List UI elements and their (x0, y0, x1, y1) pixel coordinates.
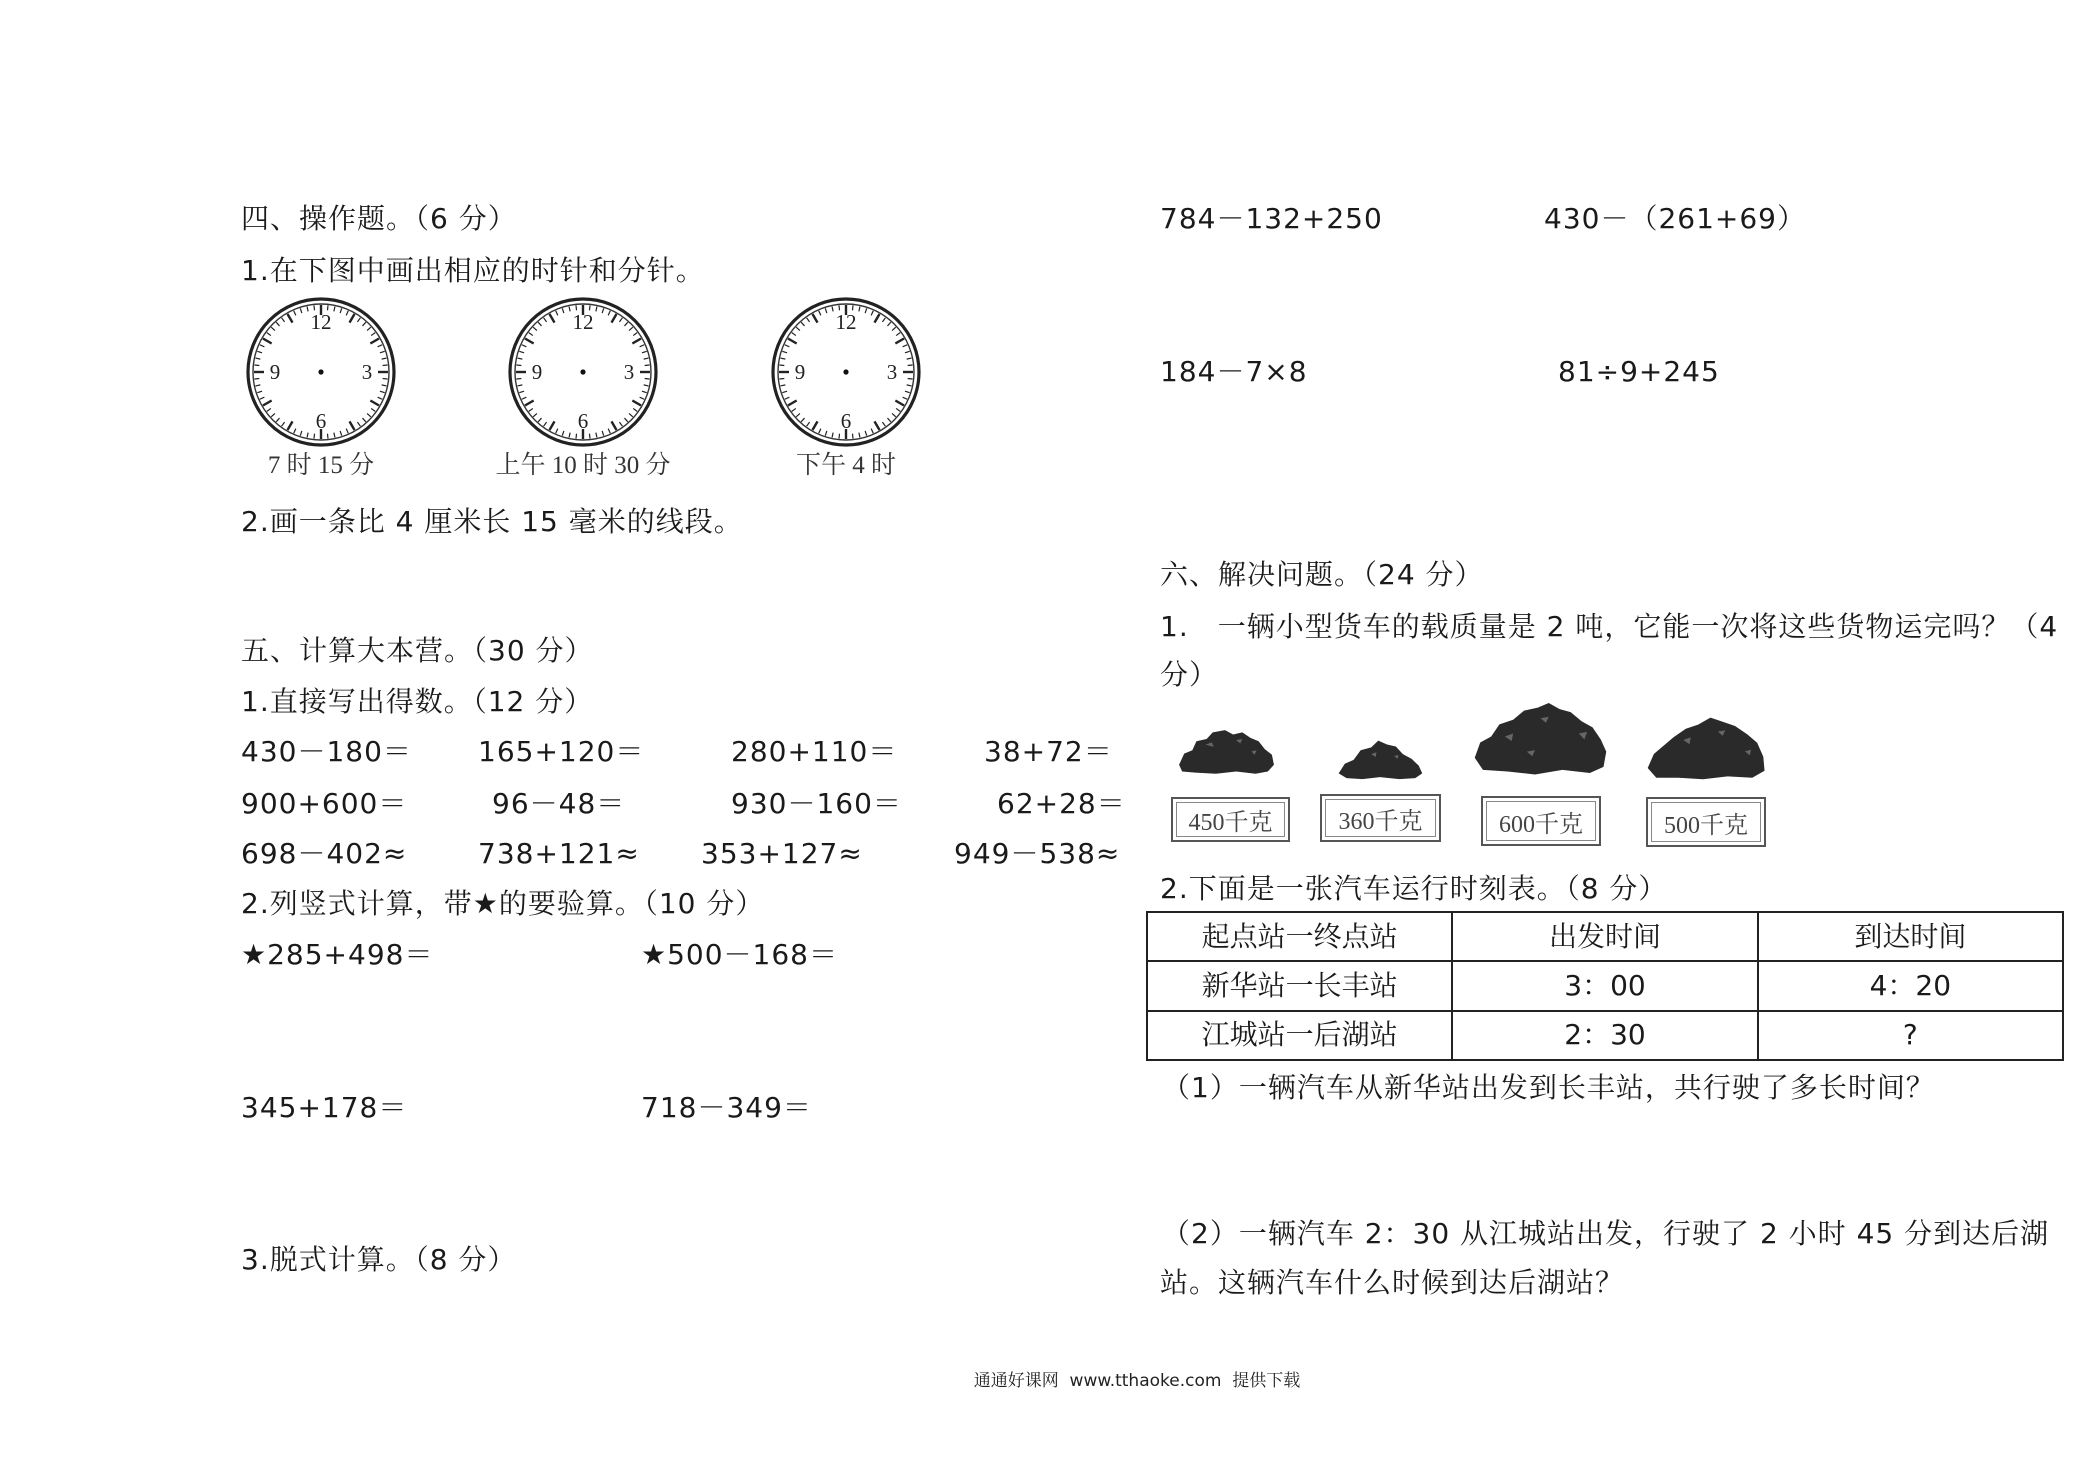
section6-question-1-line1: 1. 一辆小型货车的载质量是 2 吨，它能一次将这些货物运完吗？（4 (1160, 610, 2059, 643)
clock-minute-tick (644, 385, 649, 386)
clock-face-icon[interactable] (241, 292, 401, 452)
vertical-calc-item: ★285+498＝ (241, 938, 434, 971)
clock-hour-tick (632, 401, 641, 406)
clock-label-2: 上午 10 时 30 分 (495, 452, 671, 479)
table-header-cell: 到达时间 (1758, 912, 2063, 961)
clock-minute-tick (307, 306, 308, 311)
table-cell: 江城站一后湖站 (1147, 1011, 1452, 1060)
clock-minute-tick (896, 333, 900, 336)
clock-minute-tick (825, 431, 827, 436)
clock-minute-tick (340, 308, 342, 313)
clock-minute-tick (382, 358, 387, 359)
clock-center-dot (843, 369, 848, 374)
clock-minute-tick (859, 433, 860, 438)
clock-minute-tick (257, 391, 262, 393)
clock-minute-tick (792, 333, 796, 336)
clock-center-dot (580, 369, 585, 374)
clock-minute-tick (640, 397, 645, 399)
clock-minute-tick (529, 408, 533, 411)
table-header-cell: 出发时间 (1452, 912, 1757, 961)
clock-minute-tick (608, 429, 610, 434)
clock-minute-tick (608, 311, 610, 316)
stepwise-calc-title: 3.脱式计算。（8 分） (241, 1243, 517, 1276)
clock-minute-tick (362, 418, 365, 422)
clock-face-icon[interactable] (766, 292, 926, 452)
section4-question-2: 2.画一条比 4 厘米长 15 毫米的线段。 (241, 505, 743, 538)
clock-hour-tick (288, 421, 293, 430)
clock-label-3: 下午 4 时 (795, 452, 896, 479)
cargo-pile-icon (1336, 733, 1424, 781)
vertical-calc-item: ★500－168＝ (641, 938, 838, 971)
clock-hour-tick (813, 421, 818, 430)
clock-center-dot (318, 369, 323, 374)
stepwise-calc-item: 81÷9+245 (1558, 355, 1720, 388)
clock-minute-tick (267, 333, 271, 336)
clock-minute-tick (807, 318, 810, 322)
direct-calc-item: 900+600＝ (241, 787, 408, 820)
table-cell: 3：00 (1452, 961, 1757, 1010)
clock-minute-tick (327, 434, 328, 439)
bus-timetable (1146, 911, 2064, 1061)
clock-minute-tick (576, 434, 577, 439)
direct-calc-item: 430－180＝ (241, 735, 412, 768)
clock-minute-tick (383, 365, 388, 366)
clock-minute-tick (378, 397, 383, 399)
clock-minute-tick (792, 408, 796, 411)
clock-minute-tick (907, 358, 912, 359)
clock-minute-tick (516, 378, 521, 379)
clock-hour-tick (370, 339, 379, 344)
clock-numeral-9: 9 (794, 360, 806, 384)
clock-minute-tick (908, 365, 913, 366)
clock-hour-tick (895, 339, 904, 344)
cargo-weight-label: 450千克 (1171, 797, 1290, 842)
clock-minute-tick (785, 345, 790, 347)
clock-minute-tick (346, 429, 348, 434)
clock-minute-tick (362, 322, 365, 326)
clock-minute-tick (562, 431, 564, 436)
clock-minute-tick (517, 358, 522, 359)
clock-minute-tick (271, 413, 275, 416)
clock-minute-tick (801, 322, 804, 326)
table-header-row (1147, 912, 2063, 961)
clock-minute-tick (839, 434, 840, 439)
clock-minute-tick (645, 365, 650, 366)
clock-minute-tick (596, 306, 597, 311)
clock-minute-tick (367, 413, 371, 416)
clock-minute-tick (556, 429, 558, 434)
clock-minute-tick (907, 385, 912, 386)
clock-minute-tick (255, 385, 260, 386)
clock-minute-tick (300, 308, 302, 313)
clock-minute-tick (887, 418, 890, 422)
clock-hour-tick (525, 339, 534, 344)
clock-minute-tick (796, 413, 800, 416)
clock-minute-tick (340, 431, 342, 436)
clock-minute-tick (300, 431, 302, 436)
clock-minute-tick (832, 433, 833, 438)
clock-minute-tick (865, 308, 867, 313)
clock-hour-tick (875, 421, 880, 430)
clock-minute-tick (602, 431, 604, 436)
clock-minute-tick (832, 306, 833, 311)
clock-hour-tick (612, 314, 617, 323)
clock-minute-tick (903, 345, 908, 347)
clock-minute-tick (785, 397, 790, 399)
clock-minute-tick (645, 378, 650, 379)
clock-minute-tick (307, 433, 308, 438)
direct-calc-item: 698－402≈ (241, 837, 408, 870)
clock-minute-tick (562, 308, 564, 313)
clock-minute-tick (267, 408, 271, 411)
clock-minute-tick (644, 358, 649, 359)
clock-minute-tick (865, 431, 867, 436)
clock-numeral-6: 6 (577, 409, 589, 433)
section4-title: 四、操作题。（6 分） (241, 202, 517, 235)
clock-minute-tick (882, 318, 885, 322)
table-row (1147, 1011, 2063, 1060)
clock-minute-tick (334, 433, 335, 438)
stepwise-calc-item: 184－7×8 (1160, 355, 1308, 388)
clock-minute-tick (522, 397, 527, 399)
clock-label-1: 7 时 15 分 (267, 452, 375, 479)
clock-minute-tick (596, 433, 597, 438)
clock-minute-tick (314, 434, 315, 439)
clock-hour-tick (350, 314, 355, 323)
clock-minute-tick (905, 351, 910, 353)
clock-minute-tick (796, 327, 800, 330)
clock-minute-tick (357, 422, 360, 426)
clock-minute-tick (294, 311, 296, 316)
sub-question-2-line1: （2）一辆汽车 2：30 从江城站出发，行驶了 2 小时 45 分到达后湖 (1162, 1217, 2050, 1250)
clock-hour-tick (632, 339, 641, 344)
clock-numeral-12: 12 (310, 310, 332, 334)
clock-numeral-3: 3 (623, 360, 635, 384)
clock-minute-tick (633, 333, 637, 336)
clock-minute-tick (640, 345, 645, 347)
clock-hour-tick (263, 339, 272, 344)
clock-minute-tick (819, 311, 821, 316)
clock-minute-tick (357, 318, 360, 322)
clock-numeral-9: 9 (531, 360, 543, 384)
clock-numeral-3: 3 (361, 360, 373, 384)
clock-minute-tick (642, 351, 647, 353)
footer-credit: 通通好课网 www.tthaoke.com 提供下载 (973, 1371, 1301, 1391)
direct-calc-item: 62+28＝ (997, 787, 1126, 820)
clock-numeral-6: 6 (315, 409, 327, 433)
direct-calc-title: 1.直接写出得数。（12 分） (241, 685, 594, 718)
clock-hour-tick (350, 421, 355, 430)
clock-minute-tick (380, 391, 385, 393)
clock-hour-tick (788, 401, 797, 406)
clock-numeral-6: 6 (840, 409, 852, 433)
clock-numeral-9: 9 (269, 360, 281, 384)
direct-calc-item: 949－538≈ (954, 837, 1121, 870)
clock-hour-tick (370, 401, 379, 406)
clock-minute-tick (519, 391, 524, 393)
clock-hour-tick (788, 339, 797, 344)
direct-calc-item: 930－160＝ (731, 787, 902, 820)
clock-minute-tick (378, 345, 383, 347)
table-cell: ? (1758, 1011, 2063, 1060)
sub-question-1: （1）一辆汽车从新华站出发到长丰站，共行驶了多长时间？ (1162, 1071, 1935, 1104)
vertical-calc-item: 718－349＝ (641, 1091, 812, 1124)
clock-numeral-12: 12 (572, 310, 594, 334)
clock-minute-tick (533, 327, 537, 330)
clock-minute-tick (522, 345, 527, 347)
cargo-pile-icon (1644, 712, 1767, 782)
clock-minute-tick (871, 429, 873, 434)
clock-hour-tick (813, 314, 818, 323)
clock-minute-tick (282, 318, 285, 322)
section6-question-2: 2.下面是一张汽车运行时刻表。（8 分） (1160, 872, 1668, 905)
clock-minute-tick (371, 408, 375, 411)
cargo-pile-icon (1472, 700, 1609, 776)
clock-minute-tick (780, 385, 785, 386)
clock-minute-tick (819, 429, 821, 434)
clock-minute-tick (619, 318, 622, 322)
stepwise-calc-item: 784－132+250 (1160, 202, 1383, 235)
table-cell: 4：20 (1758, 961, 2063, 1010)
clock-minute-tick (538, 322, 541, 326)
clock-minute-tick (260, 397, 265, 399)
clock-minute-tick (780, 358, 785, 359)
cargo-pile-icon (1175, 720, 1277, 776)
clock-minute-tick (908, 378, 913, 379)
clock-minute-tick (825, 308, 827, 313)
clock-minute-tick (629, 413, 633, 416)
clock-minute-tick (367, 327, 371, 330)
clock-minute-tick (254, 365, 259, 366)
clock-minute-tick (255, 358, 260, 359)
clock-minute-tick (779, 378, 784, 379)
clock-minute-tick (533, 413, 537, 416)
clock-minute-tick (892, 327, 896, 330)
clock-minute-tick (569, 306, 570, 311)
clock-hour-tick (263, 401, 272, 406)
table-cell: 新华站一长丰站 (1147, 961, 1452, 1010)
clock-minute-tick (892, 413, 896, 416)
clock-minute-tick (544, 422, 547, 426)
clock-minute-tick (887, 322, 890, 326)
clock-minute-tick (346, 311, 348, 316)
direct-calc-item: 165+120＝ (478, 735, 645, 768)
clock-minute-tick (629, 327, 633, 330)
clock-minute-tick (544, 318, 547, 322)
stepwise-calc-item: 430－（261+69） (1544, 202, 1806, 235)
clock-minute-tick (380, 351, 385, 353)
clock-minute-tick (382, 385, 387, 386)
vertical-calc-title: 2.列竖式计算，带★的要验算。（10 分） (241, 887, 765, 920)
clock-minute-tick (807, 422, 810, 426)
section6-title: 六、解决问题。（24 分） (1160, 558, 1484, 591)
clock-face-icon[interactable] (503, 292, 663, 452)
cargo-weight-label: 500千克 (1646, 797, 1766, 847)
clock-minute-tick (782, 351, 787, 353)
clock-minute-tick (569, 433, 570, 438)
clock-minute-tick (624, 418, 627, 422)
clock-minute-tick (276, 322, 279, 326)
table-header-cell: 起点站一终点站 (1147, 912, 1452, 961)
clock-minute-tick (529, 333, 533, 336)
clock-minute-tick (859, 306, 860, 311)
direct-calc-item: 738+121≈ (478, 837, 640, 870)
clock-minute-tick (516, 365, 521, 366)
clock-numeral-12: 12 (835, 310, 857, 334)
clock-numeral-3: 3 (886, 360, 898, 384)
clock-hour-tick (612, 421, 617, 430)
clock-hour-tick (550, 314, 555, 323)
clock-minute-tick (602, 308, 604, 313)
clock-minute-tick (519, 351, 524, 353)
clock-hour-tick (550, 421, 555, 430)
clock-hour-tick (288, 314, 293, 323)
clock-minute-tick (852, 434, 853, 439)
clock-minute-tick (801, 418, 804, 422)
sub-question-2-line2: 站。这辆汽车什么时候到达后湖站？ (1160, 1266, 1625, 1299)
clock-minute-tick (254, 378, 259, 379)
clock-hour-tick (525, 401, 534, 406)
clock-minute-tick (257, 351, 262, 353)
clock-minute-tick (334, 306, 335, 311)
clock-minute-tick (538, 418, 541, 422)
direct-calc-item: 96－48＝ (492, 787, 626, 820)
clock-minute-tick (282, 422, 285, 426)
clock-minute-tick (642, 391, 647, 393)
clock-minute-tick (782, 391, 787, 393)
clock-minute-tick (271, 327, 275, 330)
clock-minute-tick (905, 391, 910, 393)
section6-question-1-line2: 分） (1160, 658, 1219, 691)
clock-minute-tick (779, 365, 784, 366)
clock-minute-tick (589, 434, 590, 439)
clock-minute-tick (371, 333, 375, 336)
table-cell: 2：30 (1452, 1011, 1757, 1060)
direct-calc-item: 38+72＝ (984, 735, 1113, 768)
clock-minute-tick (383, 378, 388, 379)
clock-minute-tick (260, 345, 265, 347)
section5-title: 五、计算大本营。（30 分） (241, 634, 594, 667)
vertical-calc-item: 345+178＝ (241, 1091, 408, 1124)
clock-minute-tick (896, 408, 900, 411)
clock-hour-tick (875, 314, 880, 323)
section4-question-1: 1.在下图中画出相应的时针和分针。 (241, 254, 705, 287)
clock-minute-tick (633, 408, 637, 411)
clock-minute-tick (871, 311, 873, 316)
clock-minute-tick (276, 418, 279, 422)
cargo-weight-label: 600千克 (1481, 796, 1601, 846)
clock-hour-tick (895, 401, 904, 406)
clock-minute-tick (624, 322, 627, 326)
clock-minute-tick (294, 429, 296, 434)
direct-calc-item: 280+110＝ (731, 735, 898, 768)
clock-minute-tick (882, 422, 885, 426)
clock-minute-tick (903, 397, 908, 399)
clock-minute-tick (556, 311, 558, 316)
clock-minute-tick (517, 385, 522, 386)
table-row (1147, 961, 2063, 1010)
cargo-weight-label: 360千克 (1320, 794, 1441, 842)
clock-minute-tick (619, 422, 622, 426)
direct-calc-item: 353+127≈ (701, 837, 863, 870)
